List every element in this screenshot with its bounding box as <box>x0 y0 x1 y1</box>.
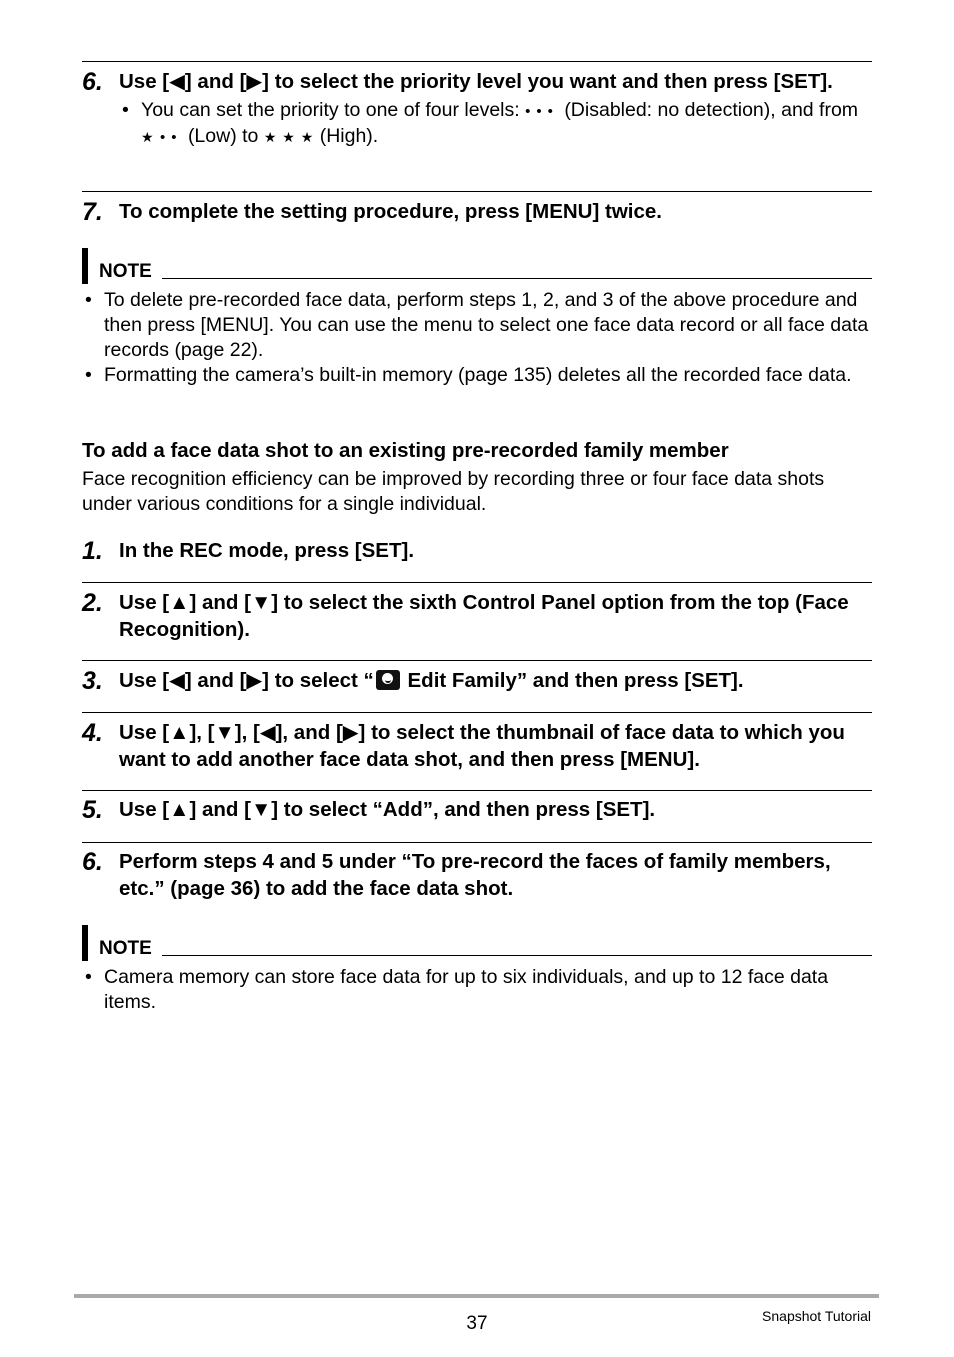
divider <box>82 61 872 62</box>
note-header <box>82 925 872 961</box>
step-text: Use [◀] and [▶] to select “ Edit Family” and then press [SET]. <box>119 669 744 692</box>
priority-levels-note: • You can set the priority to one of four levels: ••• (Disabled: no detection), and from ★ •• (Low) to ★ ★ ★ (High). <box>122 98 859 147</box>
step-number: 6. <box>82 68 103 96</box>
up-arrow-icon: ▲ <box>169 721 190 744</box>
note-box <box>82 925 872 1015</box>
right-arrow-icon: ▶ <box>246 70 263 93</box>
down-arrow-icon: ▼ <box>250 798 272 821</box>
divider <box>82 842 872 843</box>
note-rule <box>162 278 872 279</box>
bullet: • <box>122 98 129 121</box>
down-arrow-icon: ▼ <box>214 721 235 744</box>
step-5 <box>82 797 872 824</box>
page-number: 37 <box>466 1313 488 1334</box>
step-number: 6. <box>82 848 103 876</box>
note-list <box>82 288 872 388</box>
note-box <box>82 248 872 388</box>
step-text: Use [▲] and [▼] to select “Add”, and then press [SET]. <box>119 798 656 821</box>
step-number: 3. <box>82 667 103 695</box>
edit-family-face-icon <box>376 670 400 690</box>
left-arrow-icon: ◀ <box>169 669 185 692</box>
right-arrow-icon: ▶ <box>246 669 263 692</box>
step-number: 4. <box>82 719 103 747</box>
left-arrow-icon: ◀ <box>259 721 276 744</box>
step-number: 2. <box>82 589 103 617</box>
note-item: • To delete pre-recorded face data, perform steps 1, 2, and 3 of the above procedure and then press [MENU]. You can use the menu to select one face data record or all face data records (page 22). <box>85 289 869 361</box>
down-arrow-icon: ▼ <box>250 591 272 614</box>
divider <box>82 582 872 583</box>
step-text: Perform steps 4 and 5 under “To pre-record the faces of family members, etc.” (page 36) to add the face data shot. <box>119 850 831 900</box>
footer-divider <box>74 1294 879 1298</box>
step-4 <box>82 720 872 773</box>
disabled-level-icon: ••• <box>525 102 559 120</box>
step-7 <box>82 199 872 226</box>
step-text: Use [◀] and [▶] to select the priority level you want and then press [SET]. <box>119 70 833 93</box>
step-3 <box>82 668 872 695</box>
step-number: 5. <box>82 796 103 824</box>
up-arrow-icon: ▲ <box>169 591 190 614</box>
step-text: Use [▲] and [▼] to select the sixth Control Panel option from the top (Face Recognition). <box>119 591 849 641</box>
step-text: To complete the setting procedure, press [MENU] twice. <box>119 200 662 223</box>
section-heading: To add a face data shot to an existing pre-recorded family member <box>82 439 729 462</box>
note-rule <box>162 955 872 956</box>
note-header <box>82 248 872 284</box>
note-label: NOTE <box>99 261 152 282</box>
step-text: In the REC mode, press [SET]. <box>119 539 415 562</box>
section-intro: Face recognition efficiency can be improved by recording three or four face data shots under various conditions for a single individual. <box>82 468 825 515</box>
up-arrow-icon: ▲ <box>169 798 190 821</box>
step-number: 7. <box>82 198 103 226</box>
step-2 <box>82 590 872 643</box>
note-bar <box>82 925 88 961</box>
note-item: • Formatting the camera’s built-in memory (page 135) deletes all the recorded face data. <box>85 364 852 386</box>
divider <box>82 191 872 192</box>
footer-section-title: Snapshot Tutorial <box>762 1308 871 1324</box>
low-level-icon: ★ •• <box>141 128 183 146</box>
step-text: Use [▲], [▼], [◀], and [▶] to select the thumbnail of face data to which you want to add another face data shot, and then press [MENU]. <box>119 721 845 771</box>
step-6-priority <box>82 69 872 150</box>
step-number: 1. <box>82 537 103 565</box>
step-6-add-shot <box>82 849 872 902</box>
note-item: • Camera memory can store face data for up to six individuals, and up to 12 face data items. <box>85 966 829 1013</box>
step-1 <box>82 538 872 565</box>
right-arrow-icon: ▶ <box>342 721 359 744</box>
note-label: NOTE <box>99 938 152 959</box>
divider <box>82 660 872 661</box>
divider <box>82 712 872 713</box>
high-level-icon: ★ ★ ★ <box>263 128 315 145</box>
note-list <box>82 965 872 1015</box>
left-arrow-icon: ◀ <box>169 70 185 93</box>
note-bar <box>82 248 88 284</box>
divider <box>82 790 872 791</box>
